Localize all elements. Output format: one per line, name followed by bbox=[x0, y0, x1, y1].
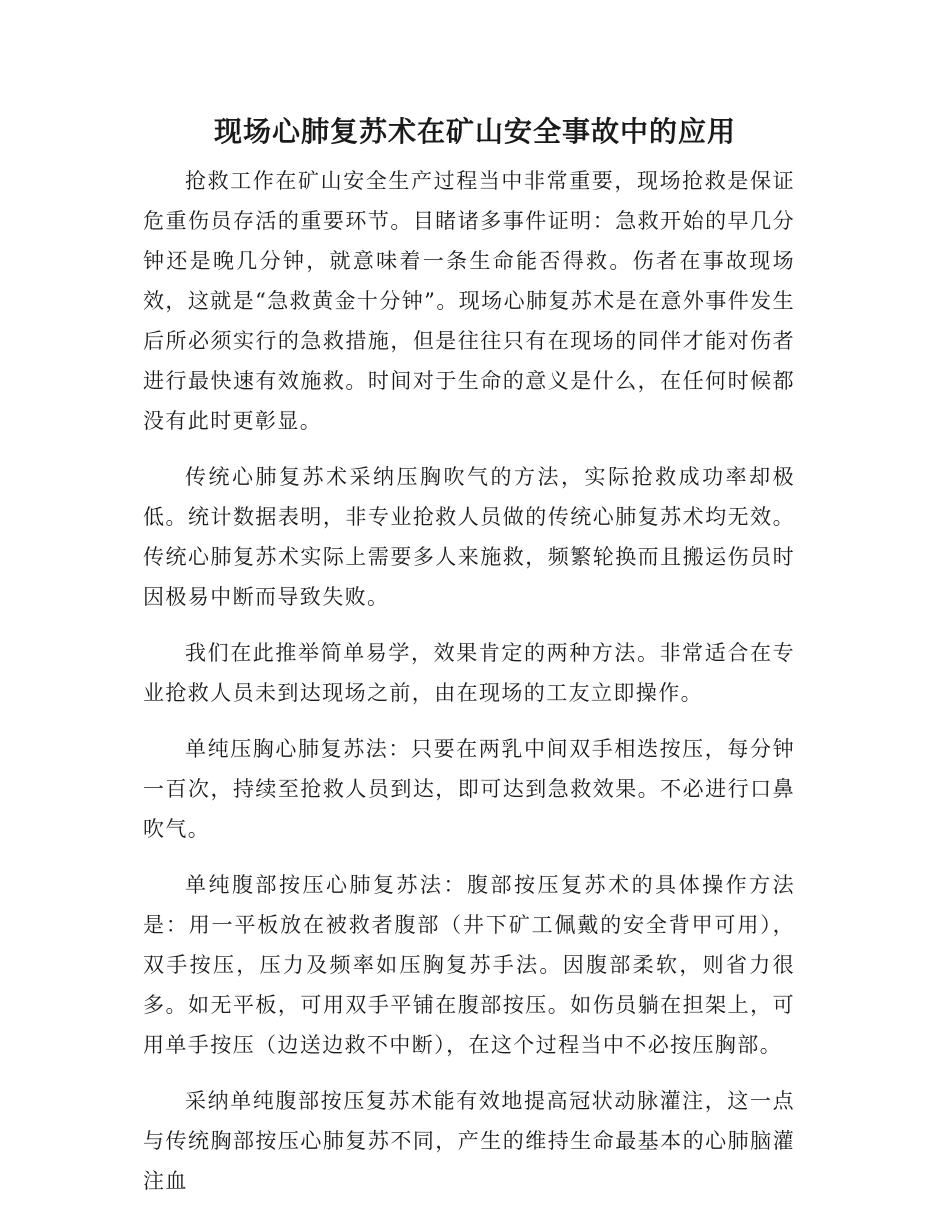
page-title: 现场心肺复苏术在矿山安全事故中的应用 bbox=[213, 115, 736, 148]
paragraph-abdominal-benefit: 采纳单纯腹部按压复苏术能有效地提高冠状动脉灌注，这一点与传统胸部按压心肺复苏不同，产生的维持生命最基本的心肺脑灌注血 bbox=[143, 1089, 795, 1193]
paragraph-intro: 抢救工作在矿山安全生产过程当中非常重要，现场抢救是保证危重伤员存活的重要环节。目睹诸多事件证明：急救开始的早几分钟还是晚几分钟，就意味着一条生命能否得救。伤者在事故现场效，这就是“急救黄金十分钟”。现场心肺复苏术是在意外事件发生后所必须实行的急救措施，但是往往只有在现场的同伴才能对伤者进行最快速有效施救。时间对于生命的意义是什么，在任何时候都没有此时更彰显。 bbox=[143, 169, 795, 433]
paragraph-traditional-cpr: 传统心肺复苏术采纳压胸吹气的方法，实际抢救成功率却极低。统计数据表明，非专业抢救人员做的传统心肺复苏术均无效。传统心肺复苏术实际上需要多人来施救，频繁轮换而且搬运伤员时因极易中断而导致失败。 bbox=[143, 465, 795, 609]
document-body bbox=[143, 161, 795, 1217]
paragraph-chest-compression: 单纯压胸心肺复苏法：只要在两乳中间双手相迭按压，每分钟一百次，持续至抢救人员到达，即可达到急救效果。不必进行口鼻吹气。 bbox=[143, 737, 795, 841]
paragraph-abdominal-compression: 单纯腹部按压心肺复苏法：腹部按压复苏术的具体操作方法是：用一平板放在被救者腹部（井下矿工佩戴的安全背甲可用），双手按压，压力及频率如压胸复苏手法。因腹部柔软，则省力很多。如无平板，可用双手平铺在腹部按压。如伤员躺在担架上，可用单手按压（边送边救不中断），在这个过程当中不必按压胸部。 bbox=[143, 873, 795, 1057]
paragraph-recommended-methods: 我们在此推举简单易学，效果肯定的两种方法。非常适合在专业抢救人员未到达现场之前，由在现场的工友立即操作。 bbox=[143, 641, 795, 705]
